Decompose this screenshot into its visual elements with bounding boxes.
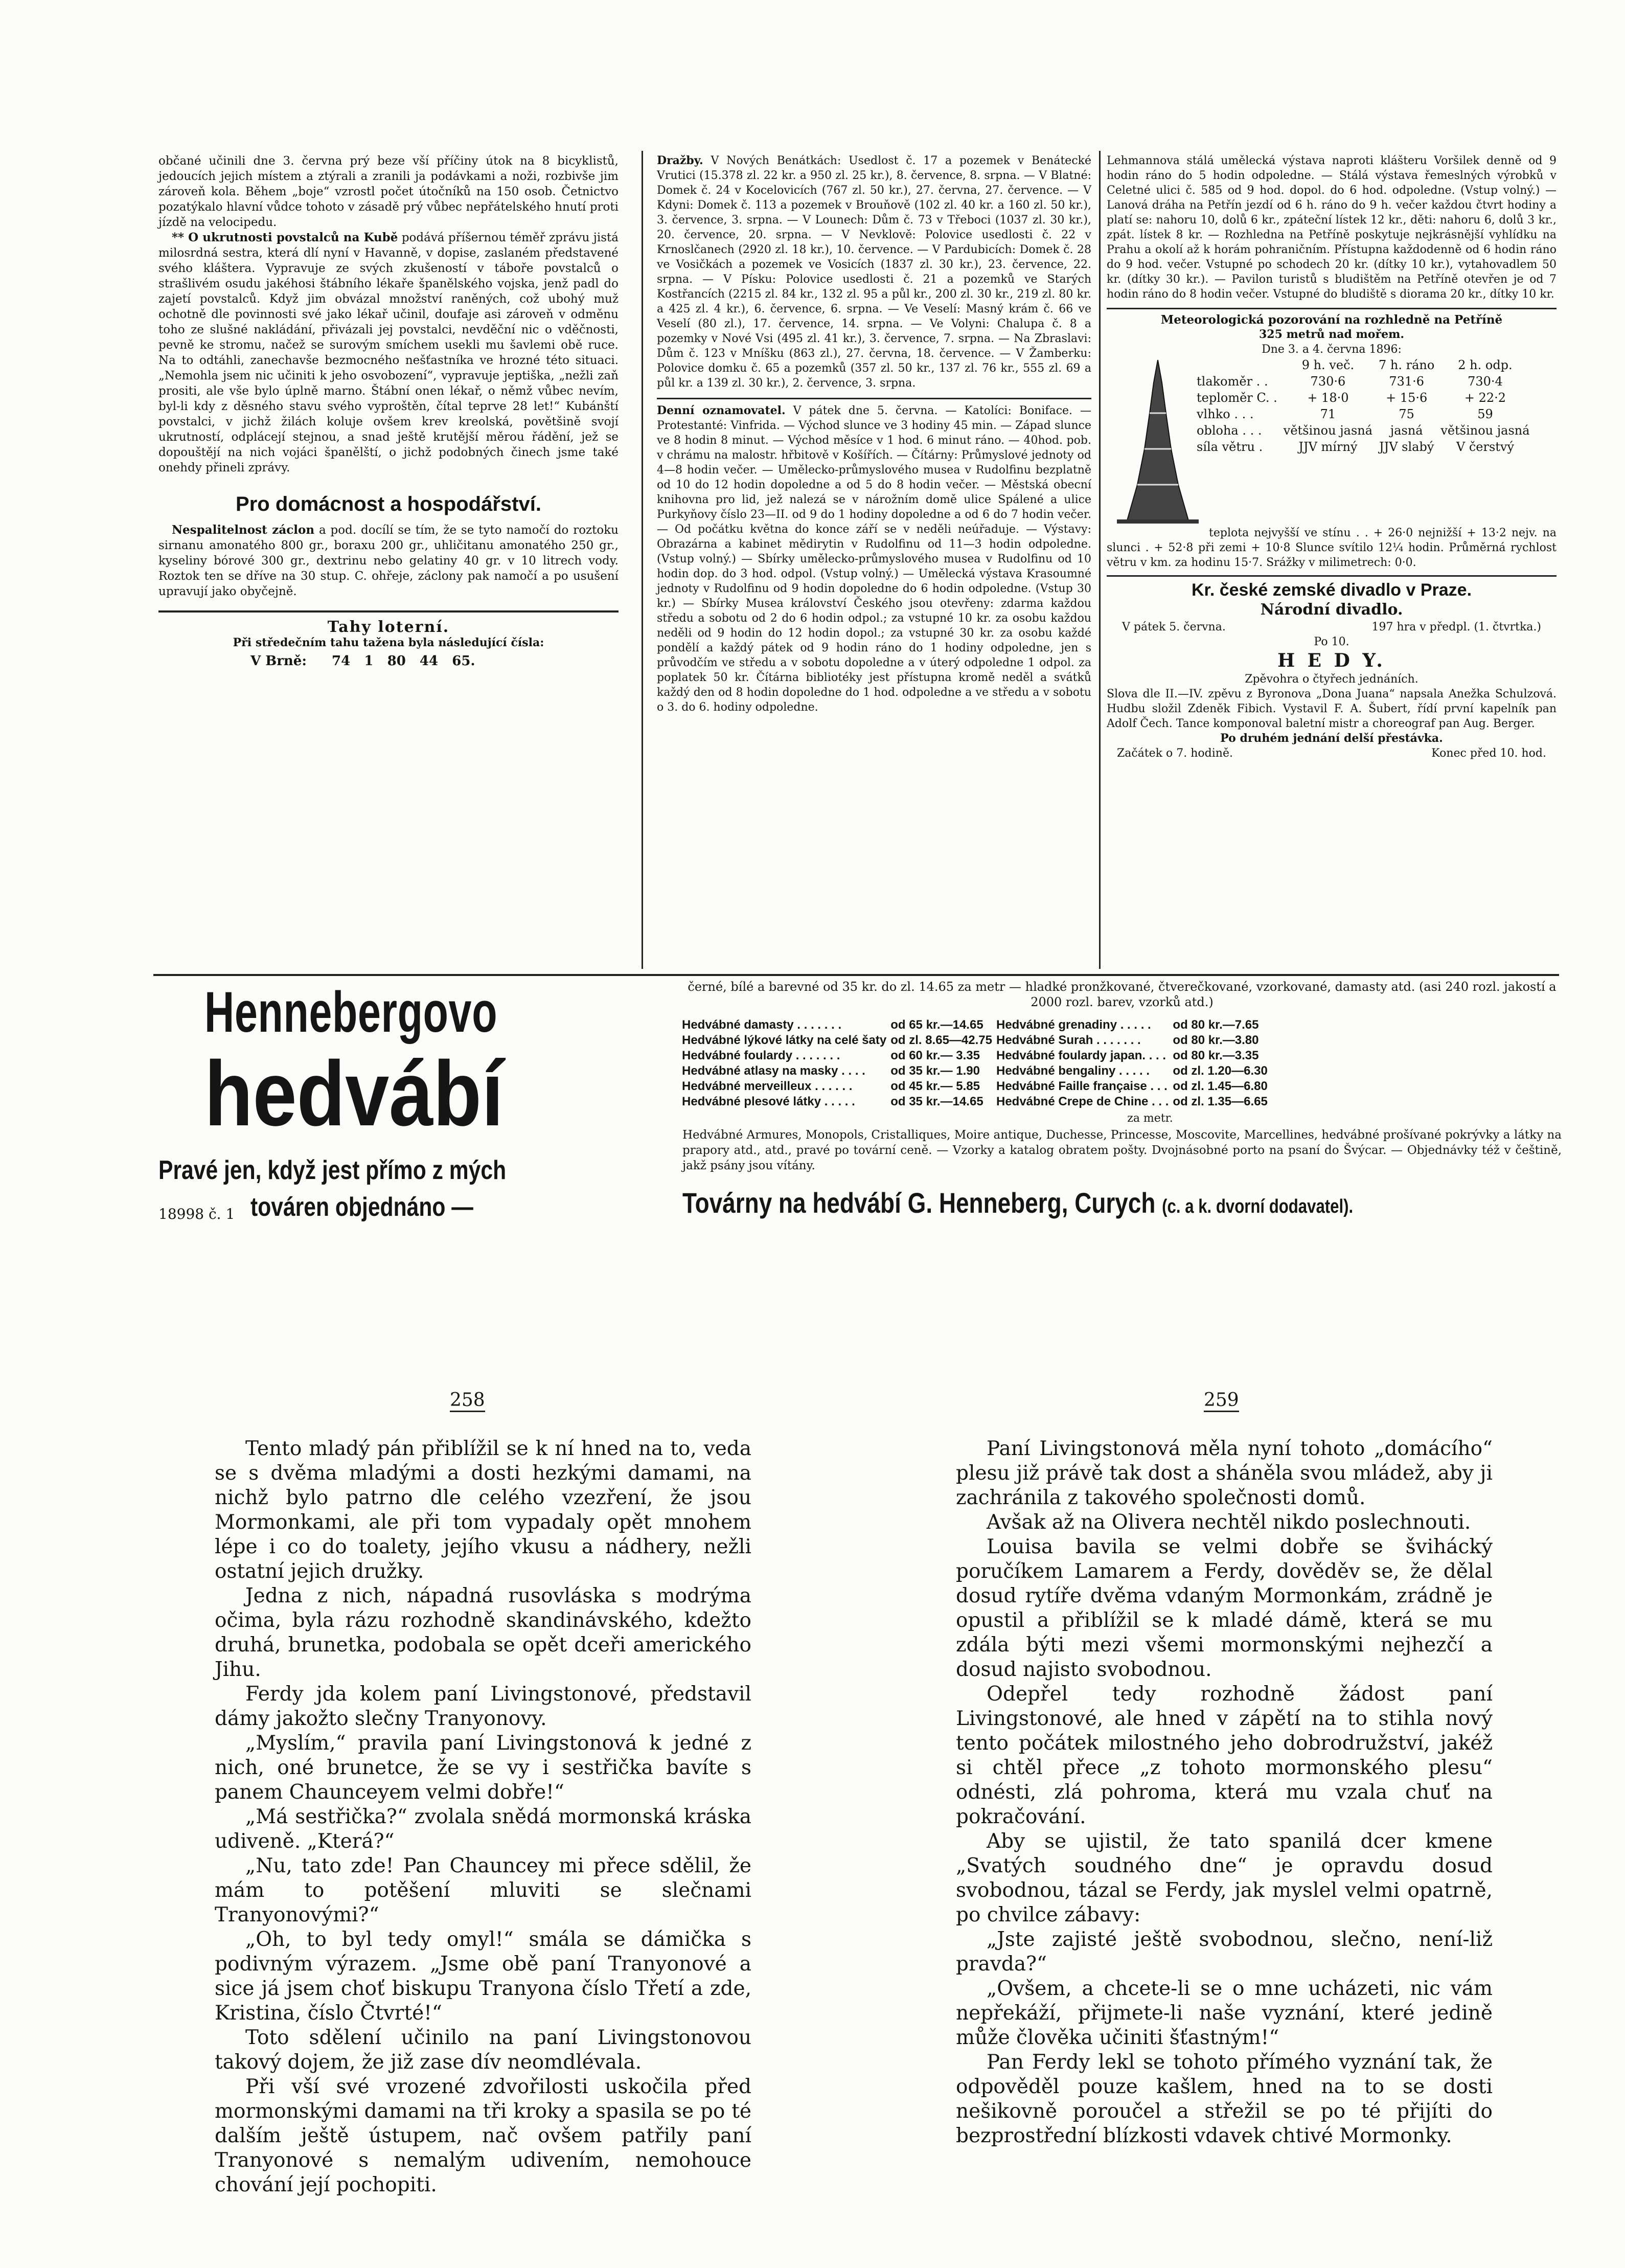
price-row: Hedvábné plesové látky . . . . . od 35 kr.—14.65 Hedvábné Crepe de Chine . . . od zl. 1.35—6.65: [682, 1095, 1268, 1108]
book-paragraph: Tento mladý pán přiblížil se k ní hned na to, veda se s dvěma mladými a dosti hezkými damami, na nichž bylo patrno dle celého vzezření, že jsou Mormonkami, ale při tom vypadaly opět mnohem lépe i co do toalety, jejího vkusu a nádhery, nežli ostatní jejich družky.: [215, 1437, 751, 1583]
column-1: [158, 153, 619, 669]
price-row: Hedvábné damasty . . . . . . . od 65 kr.—14.65 Hedvábné grenadiny . . . . . od 80 kr.—7.65: [682, 1018, 1259, 1032]
book-paragraph: „Ovšem, a chcete-li se o mne ucházeti, nic vám nepřekáží, přijmete-li naše vyznání, které jedině může člověka učiniti šťastným!“: [956, 1977, 1493, 2049]
meteo-row: síla větru . JJV mírný JJV slabý V čerstvý: [1197, 440, 1515, 454]
meteo-row: oblohа . . . většinou jasná jasná většinou jasná: [1197, 423, 1530, 438]
play-name: H E D Y.: [1277, 650, 1386, 671]
book-paragraph: „Nu, tato zde! Pan Chauncey mi přece sdělil, že mám to potěšení mluviti se slečnami Tranyonovými?“: [215, 1854, 751, 1926]
article-auctions: [657, 153, 1091, 391]
ad-slogan-1: Pravé jen, když jest přímo z mých: [158, 1155, 507, 1185]
divider: [158, 610, 619, 613]
play-kind: Zpěvohra o čtyřech jednáních.: [1245, 673, 1418, 686]
lottery-title: Tahy loterní.: [327, 618, 450, 636]
price-row: Hedvábné merveilleux . . . . . . od 45 kr.— 5.85 Hedvábné Faille française . . . od zl. 1.45—6.80: [682, 1079, 1268, 1093]
price-row: Hedvábné atlasy na masky . . . . od 35 kr.— 1.90 Hedvábné bengaliny . . . . . od zl. 1.20—6.30: [682, 1064, 1268, 1078]
lottery-city: V Brně:: [250, 653, 307, 669]
section-heading-household: Pro domácnost a hospodářství.: [236, 493, 541, 515]
divider: [657, 398, 1091, 399]
meteo-row: tlakoměr . . 730·6 731·6 730·4: [1197, 374, 1503, 389]
column-2: [657, 153, 1091, 715]
article-kuba-text: podává příšernou téměř zprávu jistá milosrdná sestra, která dlí nyní v Havanně, v dopise, zaslaném představené svého kláštera. Vypravuje ze svých zkušeností v táboře povstalců o strašlivém osudu jakéhosi štábního lékaře španělského vojska, jenž padl do zajetí povstalců. Když jim obvázal množství raněných, což ubohý muž ochotně dle povinnosti své jako lékař učinil, doufaje asi zároveň v odměnu toho ze slušné nakládání, přivázali jej povstalci, nevděční nic o vděčnosti, pevně ke stromu, načež se surovým smíchem usekli mu šavlemi obě ruce. Na to odtáhli, zanechavše bezmocného nešťastníka ve hrozné této situaci. „Nemohla jsem nic učiniti k jeho osvobození“, vypravuje jeptiška, „nežli zaň prositi, ale vše bylo úplně marno. Štábní onen lékař, o němž vůbec nevím, byl-li kdy z děsného stavu svého vyproštěn, čítal teprve 28 let!“ Kubánští povstalci, v jichž žilách koluje ovšem krev kreolská, povětšině svojí ukrutností, odplácejí stejnou, a snad ještě krutější měrou řádění, jež se dopouštějí na nich vojáci španělští, o jichž podobných činech jsme také onehdy přineli zprávy.: [158, 231, 619, 474]
ad-factory: [682, 1186, 1353, 1223]
article-auctions-heading: Dražby.: [657, 154, 703, 167]
ad-rule-top: [153, 974, 1559, 976]
book-paragraph: Avšak až na Olivera nechtěl nikdo poslechnouti.: [987, 1511, 1471, 1534]
ad-factory-name: Továrny na hedvábí G. Henneberg, Curych: [682, 1187, 1156, 1219]
play-note: Po druhém jednání delší přestávka.: [1220, 732, 1443, 745]
book-paragraph: „Oh, to byl tedy omyl!“ smála se dámička s podivným výrazem. „Jsme obě paní Tranyonové a sice já jsem choť biskupu Tranyona číslo Třetí a zde, Kristina, číslo Čtvrté!“: [215, 1928, 751, 2025]
meteo-col: 7 h. ráno: [1379, 358, 1435, 372]
theatre-po: Po 10.: [1314, 636, 1349, 648]
article-daily: [657, 403, 1091, 715]
play-start: Začátek o 7. hodině.: [1117, 747, 1233, 760]
book-paragraph: Odepřel tedy rozhodně žádost paní Livingstonové, ale hned v zápětí na to stihla nový tento počátek milostného jeho dobrodružství, jakéž si chtěl přece „z tohoto mormonského plesu“ odnésti, zlá pohroma, která mu vzala chuť na pokračování.: [956, 1683, 1493, 1828]
meteo-row: teploměr C. . + 18·0 + 15·6 + 22·2: [1197, 391, 1506, 405]
lottery-row: [158, 653, 619, 669]
article-curtains-text: a pod. docílí se tím, že se tyto namočí do roztoku sirnanu amonatého 800 gr., boraxu 200 gr., uhličitanu amonatého 250 gr., kyseliny bórové 300 gr., dextrinu nebo gelatiny 40 gr. v 10 litrech vody. Roztok ten se dříve na 30 stup. C. ohřeje, záclony pak namočí a po usušení upravují jako obyčejně.: [158, 524, 619, 598]
meteo-dates: Dne 3. a 4. června 1896:: [1262, 343, 1402, 356]
book-paragraph: „Má sestřička?“ zvolala snědá mormonská kráska udiveně. „Která?“: [215, 1805, 751, 1853]
page-number-258: 258: [450, 1390, 485, 1412]
book-paragraph: „Myslím,“ pravila paní Livingstonová k jedné z nich, oné brunetce, že se vy i sestřička bavíte s panem Chaunceyem velmi dobře!“: [215, 1732, 751, 1804]
article-curtains: [158, 523, 619, 599]
column-rule-1: [642, 151, 643, 969]
meteo-row: vlhko . . . 71 75 59: [1197, 407, 1493, 421]
column-rule-2: [1099, 151, 1101, 969]
article-auctions-text: V Nových Benátkách: Usedlost č. 17 a pozemek v Benátecké Vrutici (15.378 zl. 22 kr. a 950 zl. 25 kr.), 8. července, 8. srpna. — V Blatné: Domek č. 24 v Kocelovicích (767 zl. 50 kr.), 27. června, 27. července. — V Kdyni: Domek č. 113 a pozemek v Brouňově (102 zl. 40 kr. a 160 zl. 50 kr.), 3. července, 3. srpna. — V Lounech: Dům č. 73 v Třeboci (1037 zl. 30 kr.), 20. července, 20. srpna. — V Nevklově: Polovice usedlosti č. 22 v Krnoslčanech (2920 zl. 18 kr.), 10. července. — V Pardubicích: Domek č. 28 ve Vosičkách a pozemek ve Vosicích (1837 zl. 30 kr.), 23. července, 22. srpna. — V Písku: Polovice usedlosti č. 21 a pozemků ve Starých Kostřancích (2215 zl. 84 kr., 132 zl. 95 a půl kr., 200 zl. 30 kr., 219 zl. 80 kr. a 425 zl. 4 kr.), 6. července, 6. srpna. — Ve Veselí: Masný krám č. 66 ve Veselí (80 zl.), 17. července, 14. srpna. — Ve Volyni: Chalupa č. 8 a pozemky v Nové Vsi (495 zl. 41 kr.), 3. července, 7. srpna. — Na Zbraslavi: Dům č. 123 v Mníšku (863 zl.), 27. června, 18. července. — V Žamberku: Polovice domku č. 65 a pozemků (357 zl. 50 kr., 137 zl. 76 kr., 555 zl. 69 a půl kr. a 139 zl. 30 kr.), 2. července, 3. srpna.: [657, 154, 1092, 390]
book-page-right: [956, 1437, 1493, 2148]
article-kuba: [158, 230, 619, 475]
book-paragraph: Paní Livingstonová měla nyní tohoto „domácího“ plesu již právě tak dost a sháněla svou mládež, aby ji zachránila z takového společnosti domů.: [956, 1437, 1493, 1509]
price-table: [680, 1017, 1270, 1109]
ad-code: 18998 č. 1: [158, 1206, 235, 1222]
meteo-extra: teplota nejvyšší ve stínu . . + 26·0 nejnižší + 13·2 nejv. na slunci . + 52·8 při zemi + 10·8 Slunce svítilo 12¼ hodin. Průměrná rychlost větru v km. za hodinu 15·7. Srážky v milimetrech: 0·0.: [1107, 527, 1557, 569]
book-paragraph: „Jste zajisté ještě svobodnou, slečno, není-liž pravda?“: [956, 1928, 1493, 1976]
theatre-performance: 197 hra v předpl. (1. čtvrtka.): [1371, 621, 1541, 633]
article-kuba-heading: ** O ukrutnosti povstalců na Kubě: [172, 231, 398, 244]
ad-title-1: Hennebergovo: [204, 980, 498, 1044]
meteo-block: [1107, 357, 1557, 526]
theatre-date: V pátek 5. června.: [1122, 621, 1226, 633]
play-description: Slova dle II.—IV. zpěvu z Byronova „Dona Juana“ napsala Anežka Schulzová. Hudbu složil Zdeněk Fibich. Vystavil F. A. Šubert, řídí první kapelník pan Adolf Čech. Tance komponoval baletní mistr a choreograf pan Aug. Berger.: [1107, 688, 1557, 730]
book-paragraph: Toto sdělení učinilo na paní Livingstonovou takový dojem, že již zase dív neomdlévala.: [215, 2026, 751, 2074]
article-curtains-heading: Nespalitelnost záclon: [172, 523, 315, 537]
book-paragraph: Ferdy jda kolem paní Livingstonové, představil dámy jakožto slečny Tranyonovy.: [215, 1683, 751, 1730]
book-paragraph: Pan Ferdy lekl se tohoto přímého vyznání tak, že odpověděl pouze kašlem, hned na to se dosti nešikovně poroučel a střežil se po té přijíti do bezprostřední blízkosti vdavek chtivé Mormonky.: [956, 2051, 1493, 2147]
article-exhibitions: Lehmannova stálá umělecká výstava naproti klášteru Voršilek denně od 9 hodin ráno do 5 hodin odpoledne. — Stálá výstava řemeslných výrobků v Celetné ulici č. 585 od 9 hod. dopol. do 6 hod. odpoledne. (Vstup volný.) — Lanová dráha na Petřín jezdí od 6 h. ráno do 9 h. večer každou čtvrt hodiny a platí se: nahoru 10, dolů 6 kr., zpáteční lístek 12 kr., děti: nahoru 6, dolů 3 kr., zpát. lístek 8 kr. — Rozhledna na Petříně poskytuje nejkrásnější vyhlídku na Prahu a okolí až k horám pohraničním. Přístupna každodenně od 6 hodin ráno do 9 hod. večer. Vstupné po schodech 20 kr. (dítky 10 kr.), vytahovadlem 50 kr. (dítky 30 kr.). — Pavilon turistů s bludištěm na Petříně otevřen je od 7 hodin ráno do 8 hodin večer. Vstupné do bludiště s diorama 20 kr., dítky 10 kr.: [1107, 154, 1557, 301]
article-velocipede: občané učinili dne 3. června prý beze vší příčiny útok na 8 bicyklistů, jedoucích jejich místem a ztýrali a zranili ja podávkami a noži, rozbivše jim zároveň kola. Během „boje“ vzrostl počet útočníků na 150 osob. Četnictvo pozatýkalo hlavní vůdce tohoto v zásadě prý vůbec nepřátelského hnutí proti jízdě na velocipedu.: [158, 154, 619, 229]
book-paragraph: Při vší své vrozené zdvořilosti uskočila před mormonskými damami na tři kroky a spasila se po té dalším ještě ústupem, nač ovšem patřily paní Tranyonové s nemalým udivením, nemohouce chování její pochopiti.: [215, 2075, 751, 2196]
play-end: Konec před 10. hod.: [1431, 747, 1546, 760]
ad-intro: černé, bílé a barevné od 35 kr. do zl. 14.65 za metr — hladké pronžkované, čtverečkované, vzorkované, damasty atd. (asi 240 rozl. jakostí a 2000 rozl. barev, vzorků atd.): [688, 980, 1557, 1009]
lottery-numbers: 74 1 80 44 65.: [332, 653, 475, 669]
theatre-date-row: [1107, 620, 1557, 634]
meteo-table: [1194, 357, 1533, 455]
lottery-subtitle: Při středečním tahu tažena byla následující čísla:: [233, 636, 544, 649]
book-page-left: [215, 1437, 751, 2197]
page-number-259: 259: [1204, 1390, 1239, 1412]
play-times: [1107, 746, 1557, 761]
meteo-title: Meteorologická pozorování na rozhledně na Petříně: [1160, 313, 1503, 327]
ad-intro-2: Hedvábné Armures, Monopols, Cristalliques, Moire antique, Duchesse, Princesse, Moscovite, Marcellines, hedvábné prošívané pokrývky a látky na prapory atd., atd., pravé po tovární ceně. — Vzorky a katalog obratem pošty. Dvojnásobné porto na psaní do Švýcar. — Objednávky též v češtině, jakž psány jsou vítány.: [682, 1128, 1562, 1172]
theatre-title: Kr. české zemské divadlo v Praze.: [1191, 580, 1472, 600]
article-daily-text: V pátek dne 5. června. — Katolíci: Boniface. — Protestanté: Vinfrida. — Východ slunce ve 3 hodiny 45 min. — Západ slunce ve 8 hodin 8 minut. — Východ měsíce v 1 hod. 6 minut ráno. — 40hod. pob. v chrámu na malostr. hřbitově v Košířích. — Čítárny: Průmyslové jednoty od 4—8 hodin večer. — Umělecko-průmyslového musea v Rudolfinu bezplatně od 10 do 12 hodin dopoledne a od 5 do 8 hodin večer. — Městská obecní knihovna pro lid, jež nalezá se v nárožním domě ulice Spálené a ulice Purkyňovy číslo 23—II. od 9 do 1 hodiny dopoledne a od 6 do 7 hodin večer. — Od počátku května do konce září se v neděli neúřaduje. — Výstavy: Obrazárna a kabinet mědirytin v Rudolfinu od 11—3 hodin odpoledne. (Vstup volný.) — Sbírky umělecko-průmyslového musea v Rudolfinu od 10 hodin dop. do 3 hod. odpol. (Vstup volný.) — Umělecká výstava Krasoumné jednoty v Rudolfinu od 9 hodin dopoledne do 6 hodin odpoledne. (Vstup 30 kr.) — Sbírky Musea království Českého jsou otevřeny: zdarma každou středu a sobotu od 2 do 6 hodin odpol.; za vstupné 10 kr. za osobu každou neděli od 9 hodin do 12 hodin dopol.; za vstupné 30 kr. za osobu každé pondělí a každý pátek od 9 hodin ráno do 1 hodiny odpoledne, jen s průvodčím ve středu a v sobotu dopoledne a v úterý odpoledne 1 odpol. za poplatek 50 kr. Čítárna bibliotéky jest přístupna kromě neděl a svátků každý den od 8 hodin dopoledne do 1 hod. odpoledne a ve středu a v sobotu o 3. do 6. hodiny odpoledne.: [657, 404, 1091, 714]
theatre-subtitle: Národní divadlo.: [1260, 601, 1403, 619]
price-row: Hedvábné lýkové látky na celé šaty od zl. 8.65—42.75 Hedvábné Surah . . . . . . . od 80 kr.—3.80: [682, 1033, 1259, 1047]
book-paragraph: Louisa bavila se velmi dobře se švihácký poručíkem Lamarem a Ferdy, dověděv se, že dělal dosud rytíře dvěma vdaným Mormonkám, zrádně je opustil a přiblížil se k mladé dámě, která se mu zdála býti mezi všemi mormonskými nejhezčí a dosud najisto svobodnou.: [956, 1535, 1493, 1681]
book-paragraph: Aby se ujistil, že tato spanilá dcer kmene „Svatých soudného dne“ je opravdu dosud svobodnou, tázal se Ferdy, jak myslel velmi opatrně, po chvilce zábavy:: [956, 1830, 1493, 1926]
meteo-col: 9 h. več.: [1301, 358, 1355, 372]
meteo-subtitle: 325 metrů nad mořem.: [1258, 328, 1405, 341]
ad-factory-note: (c. a k. dvorní dodavatel).: [1162, 1196, 1354, 1217]
divider: [1107, 575, 1557, 577]
price-row: Hedvábné foulardy . . . . . . . od 60 kr.— 3.35 Hedvábné foulardy japan. . . . od 80 kr.—3.35: [682, 1049, 1259, 1062]
ad-title-2: hedvábí: [204, 1042, 503, 1145]
article-daily-heading: Denní oznamovatel.: [657, 404, 786, 417]
per-meter: za metr.: [1127, 1112, 1173, 1125]
ad-slogan-2: továren objednáno —: [250, 1192, 473, 1222]
divider: [1107, 308, 1557, 309]
meteo-col: 2 h. odp.: [1458, 358, 1513, 372]
book-paragraph: Jedna z nich, nápadná rusovláska s modrýma očima, byla rázu rozhodně skandinávského, kdežto druhá, brunetka, podobala se opět dceři amerického Jihu.: [215, 1584, 751, 1681]
column-3: [1107, 153, 1557, 761]
